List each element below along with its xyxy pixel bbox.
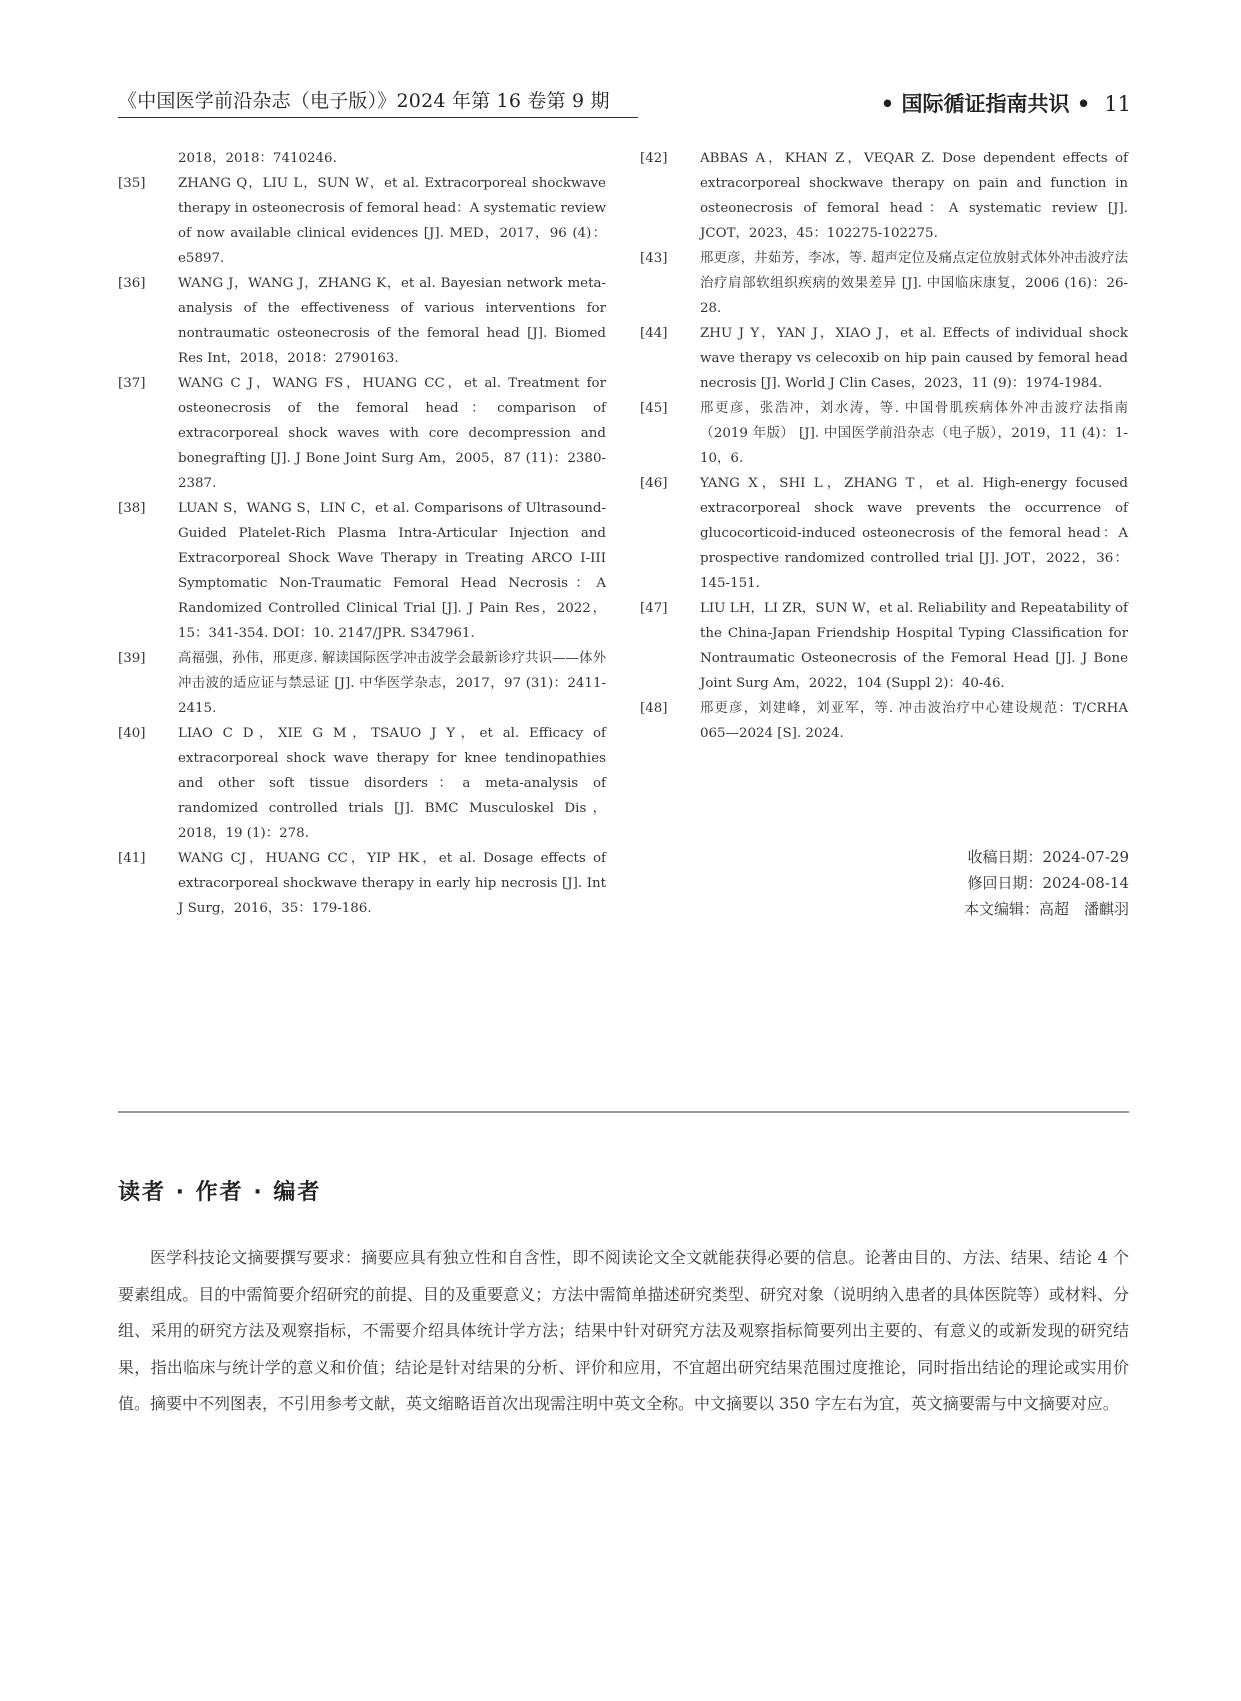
reference-text: ZHU J Y，YAN J，XIAO J，et al. Effects of individual shock wave therapy vs celecoxib on hip pain caused by femoral head necrosis [J]. World J Clin Cases，2023，11 (9)：1974-1984. [700,326,1128,391]
reference-text: LUAN S，WANG S，LIN C，et al. Comparisons of Ultrasound-Guided Platelet-Rich Plasma Intra-Articular Injection and Extracorporeal Shock Wave Therapy in Treating ARCO I-III Symptomatic Non-Traumatic Femoral Head Necrosis：A Randomized Controlled Clinical Trial [J]. J Pain Res，2022，15：341-354. DOI：10. 2147/JPR. S347961. [178,501,606,641]
reference-number: [38] [118,501,146,516]
journal-header: 《中国医学前沿杂志（电子版）》2024 年第 16 卷第 9 期 [118,86,638,118]
reference-number: [37] [118,376,146,391]
reference-item [118,271,606,371]
section-label: • 国际循证指南共识 • [880,92,1091,116]
section-divider [118,1111,1129,1113]
reference-item [118,846,606,921]
reference-item [118,171,606,271]
reference-item [640,396,1128,471]
references-right-column [640,146,1128,746]
reference-number: [35] [118,176,146,191]
reference-item [640,246,1128,321]
reference-number: [43] [640,251,668,266]
reference-text: YANG X，SHI L，ZHANG T，et al. High-energy focused extracorporeal shock wave prevents the occurrence of glucocorticoid-induced osteonecrosis of the femoral head：A prospective randomized controlled trial [J]. JOT，2022，36：145-151. [700,476,1128,591]
reference-text: WANG C J，WANG FS，HUANG CC，et al. Treatment for osteonecrosis of the femoral head：comparison of extracorporeal shock waves with core decompression and bonegrafting [J]. J Bone Joint Surg Am，2005，87 (11)：2380-2387. [178,376,606,491]
reference-number: [41] [118,851,146,866]
reference-number: [42] [640,151,668,166]
reference-text: ZHANG Q，LIU L，SUN W，et al. Extracorporeal shockwave therapy in osteonecrosis of femoral head：A systematic review of now available clinical evidences [J]. MED，2017，96 (4)：e5897. [178,176,606,266]
reference-text: 邢更彦，张浩冲，刘水涛，等. 中国骨肌疾病体外冲击波疗法指南（2019 年版） [J]. 中国医学前沿杂志（电子版），2019，11 (4)：1-10，6. [700,401,1128,466]
reference-number: [40] [118,726,146,741]
reference-number [118,146,178,171]
reference-text: 邢更彦，刘建峰，刘亚军，等. 冲击波治疗中心建设规范：T/CRHA 065—2024 [S]. 2024. [700,701,1128,741]
received-date: 收稿日期：2024-07-29 [967,848,1129,866]
notice-body: 医学科技论文摘要撰写要求：摘要应具有独立性和自含性，即不阅读论文全文就能获得必要的信息。论著由目的、方法、结果、结论 4 个要素组成。目的中需简要介绍研究的前提、目的及重要意义；方法中需简单描述研究类型、研究对象（说明纳入患者的具体医院等）或材料、分组、采用的研究方法及观察指标，不需要介绍具体统计学方法；结果中针对研究方法及观察指标简要列出主要的、有意义的或新发现的研究结果，指出临床与统计学的意义和价值；结论是针对结果的分析、评价和应用，不宜超出研究结果范围过度推论，同时指出结论的理论或实用价值。摘要中不列图表，不引用参考文献，英文缩略语首次出现需注明中英文全称。中文摘要以 350 字左右为宜，英文摘要需与中文摘要对应。 [118,1248,1129,1413]
editors: 本文编辑：高超 潘麒羽 [963,900,1129,918]
reference-item [118,371,606,496]
reference-number: [36] [118,276,146,291]
reference-item [118,146,606,171]
reference-number: [44] [640,326,668,341]
reference-number: [45] [640,401,668,416]
reference-item [118,721,606,846]
reference-item [640,146,1128,246]
revised-date: 修回日期：2024-08-14 [967,874,1129,892]
reference-text: LIU LH，LI ZR，SUN W，et al. Reliability and Repeatability of the China-Japan Friendship Hospital Typing Classification for Nontraumatic Osteonecrosis of the Femoral Head [J]. J Bone Joint Surg Am，2022，104 (Suppl 2)：40-46. [700,601,1128,691]
reference-number: [48] [640,701,668,716]
reference-item [640,696,1128,746]
reference-text: 邢更彦，井茹芳，李冰，等. 超声定位及痛点定位放射式体外冲击波疗法治疗肩部软组织疾病的效果差异 [J]. 中国临床康复，2006 (16)：26-28. [700,251,1128,316]
references-left-column [118,146,606,921]
reference-text: ABBAS A，KHAN Z，VEQAR Z. Dose dependent effects of extracorporeal shockwave therapy on pain and function in osteonecrosis of femoral head：A systematic review [J]. JCOT，2023，45：102275-102275. [700,151,1128,241]
reference-number: [46] [640,476,668,491]
reference-item [118,496,606,646]
received-info [964,844,1129,922]
reference-number: [39] [118,651,146,666]
reference-text: WANG J，WANG J，ZHANG K，et al. Bayesian network meta-analysis of the effectiveness of various interventions for nontraumatic osteonecrosis of the femoral head [J]. Biomed Res Int，2018，2018：2790163. [178,276,606,366]
reference-item [640,596,1128,696]
reference-text: LIAO C D，XIE G M，TSAUO J Y，et al. Efficacy of extracorporeal shock wave therapy for knee tendinopathies and other soft tissue disorders：a meta-analysis of randomized controlled trials [J]. BMC Musculoskel Dis，2018，19 (1)：278. [178,726,606,841]
reference-text: 2018，2018：7410246. [178,151,337,166]
reference-item [640,471,1128,596]
notice-title: 读者 · 作者 · 编者 [118,1180,322,1205]
section-header [881,88,1131,118]
reference-item [640,321,1128,396]
reference-item [118,646,606,721]
reference-text: WANG CJ，HUANG CC，YIP HK，et al. Dosage effects of extracorporeal shockwave therapy in early hip necrosis [J]. Int J Surg，2016，35：179-186. [178,851,606,916]
page-number: 11 [1104,92,1131,116]
reference-text: 高福强，孙伟，邢更彦. 解读国际医学冲击波学会最新诊疗共识——体外冲击波的适应证与禁忌证 [J]. 中华医学杂志，2017，97 (31)：2411-2415. [178,651,606,716]
reference-number: [47] [640,601,668,616]
